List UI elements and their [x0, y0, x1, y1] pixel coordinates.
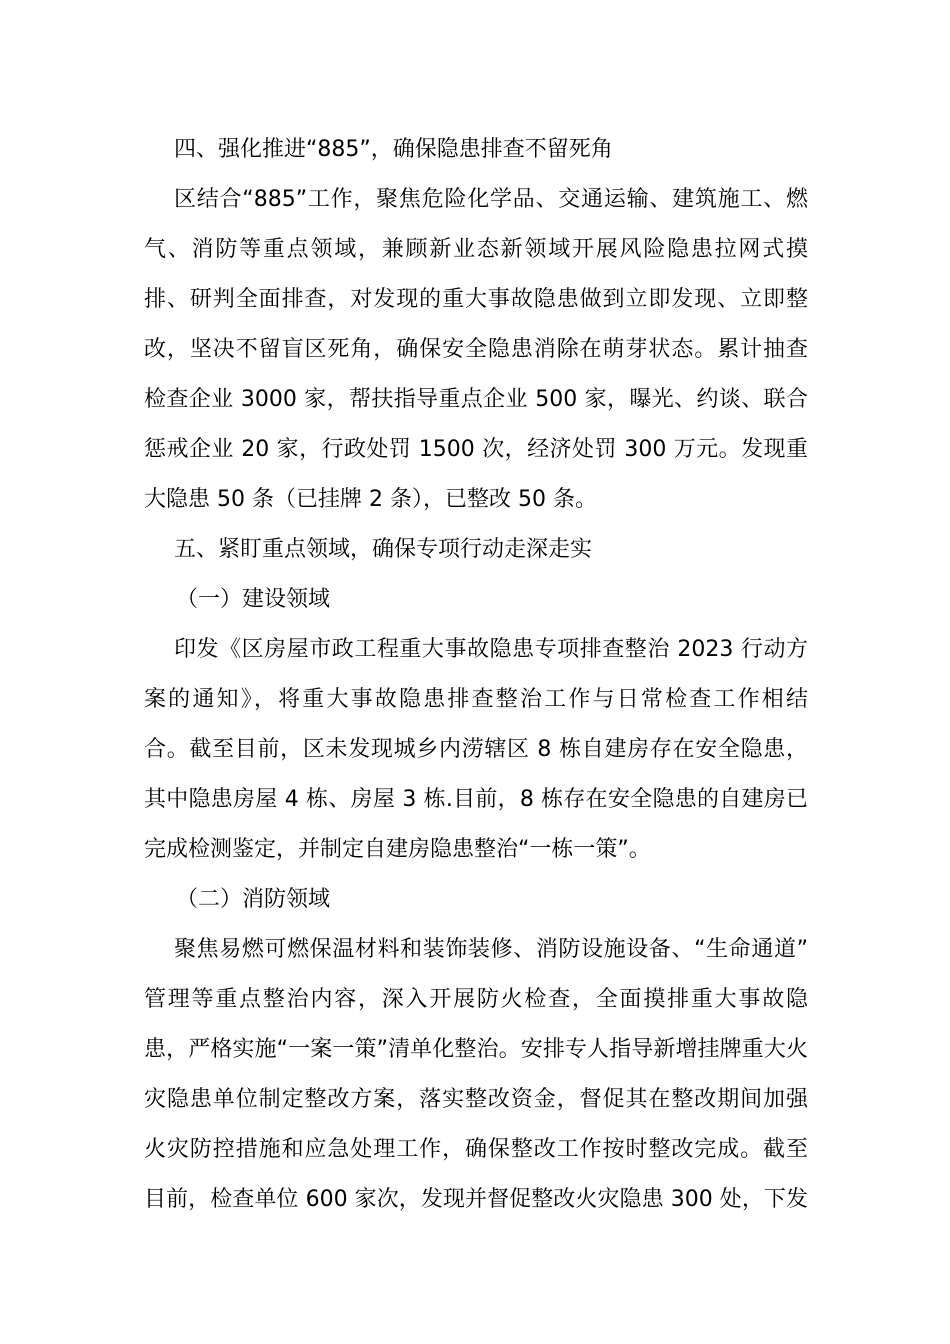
paragraph-line: 印发《区房屋市政工程重大事故隐患专项排查整治 2023 行动方: [174, 637, 808, 662]
paragraph-line: 火灾防控措施和应急处理工作，确保整改工作按时整改完成。截至: [144, 1137, 808, 1162]
paragraph-line: 聚焦易燃可燃保温材料和装饰装修、消防设施设备、“生命通道”: [174, 937, 808, 962]
paragraph-line: 大隐患 50 条（已挂牌 2 条），已整改 50 条。: [144, 487, 597, 512]
paragraph-line: 灾隐患单位制定整改方案，落实整改资金，督促其在整改期间加强: [144, 1087, 808, 1112]
section-heading-5: 五、紧盯重点领域，确保专项行动走深走实: [174, 537, 593, 562]
paragraph-line: 管理等重点整治内容，深入开展防火检查，全面摸排重大事故隐: [144, 987, 808, 1012]
paragraph-line: 惩戒企业 20 家，行政处罚 1500 次，经济处罚 300 万元。发现重: [144, 437, 808, 462]
paragraph-line: 改，坚决不留盲区死角，确保安全隐患消除在萌芽状态。累计抽查: [144, 337, 808, 362]
section-heading-4: 四、强化推进“885”，确保隐患排查不留死角: [174, 137, 613, 162]
paragraph-line: 完成检测鉴定，并制定自建房隐患整治“一栋一策”。: [144, 837, 651, 862]
paragraph-line: 目前，检查单位 600 家次，发现并督促整改火灾隐患 300 处，下发: [144, 1187, 808, 1212]
subsection-heading-fire: （二）消防领域: [176, 887, 331, 912]
paragraph-line: 气、消防等重点领域，兼顾新业态新领域开展风险隐患拉网式摸: [144, 237, 808, 262]
paragraph-line: 区结合“885”工作，聚焦危险化学品、交通运输、建筑施工、燃: [174, 187, 808, 212]
paragraph-line: 患，严格实施“一案一策”清单化整治。安排专人指导新增挂牌重大火: [144, 1037, 808, 1062]
paragraph-line: 其中隐患房屋 4 栋、房屋 3 栋.目前，8 栋存在安全隐患的自建房已: [144, 787, 808, 812]
paragraph-line: 排、研判全面排查，对发现的重大事故隐患做到立即发现、立即整: [144, 287, 808, 312]
paragraph-line: 合。截至目前，区未发现城乡内涝辖区 8 栋自建房存在安全隐患，: [144, 737, 808, 762]
subsection-heading-construction: （一）建设领域: [176, 587, 331, 612]
paragraph-line: 案的通知》，将重大事故隐患排查整治工作与日常检查工作相结: [144, 687, 808, 712]
paragraph-line: 检查企业 3000 家，帮扶指导重点企业 500 家，曝光、约谈、联合: [144, 387, 808, 412]
